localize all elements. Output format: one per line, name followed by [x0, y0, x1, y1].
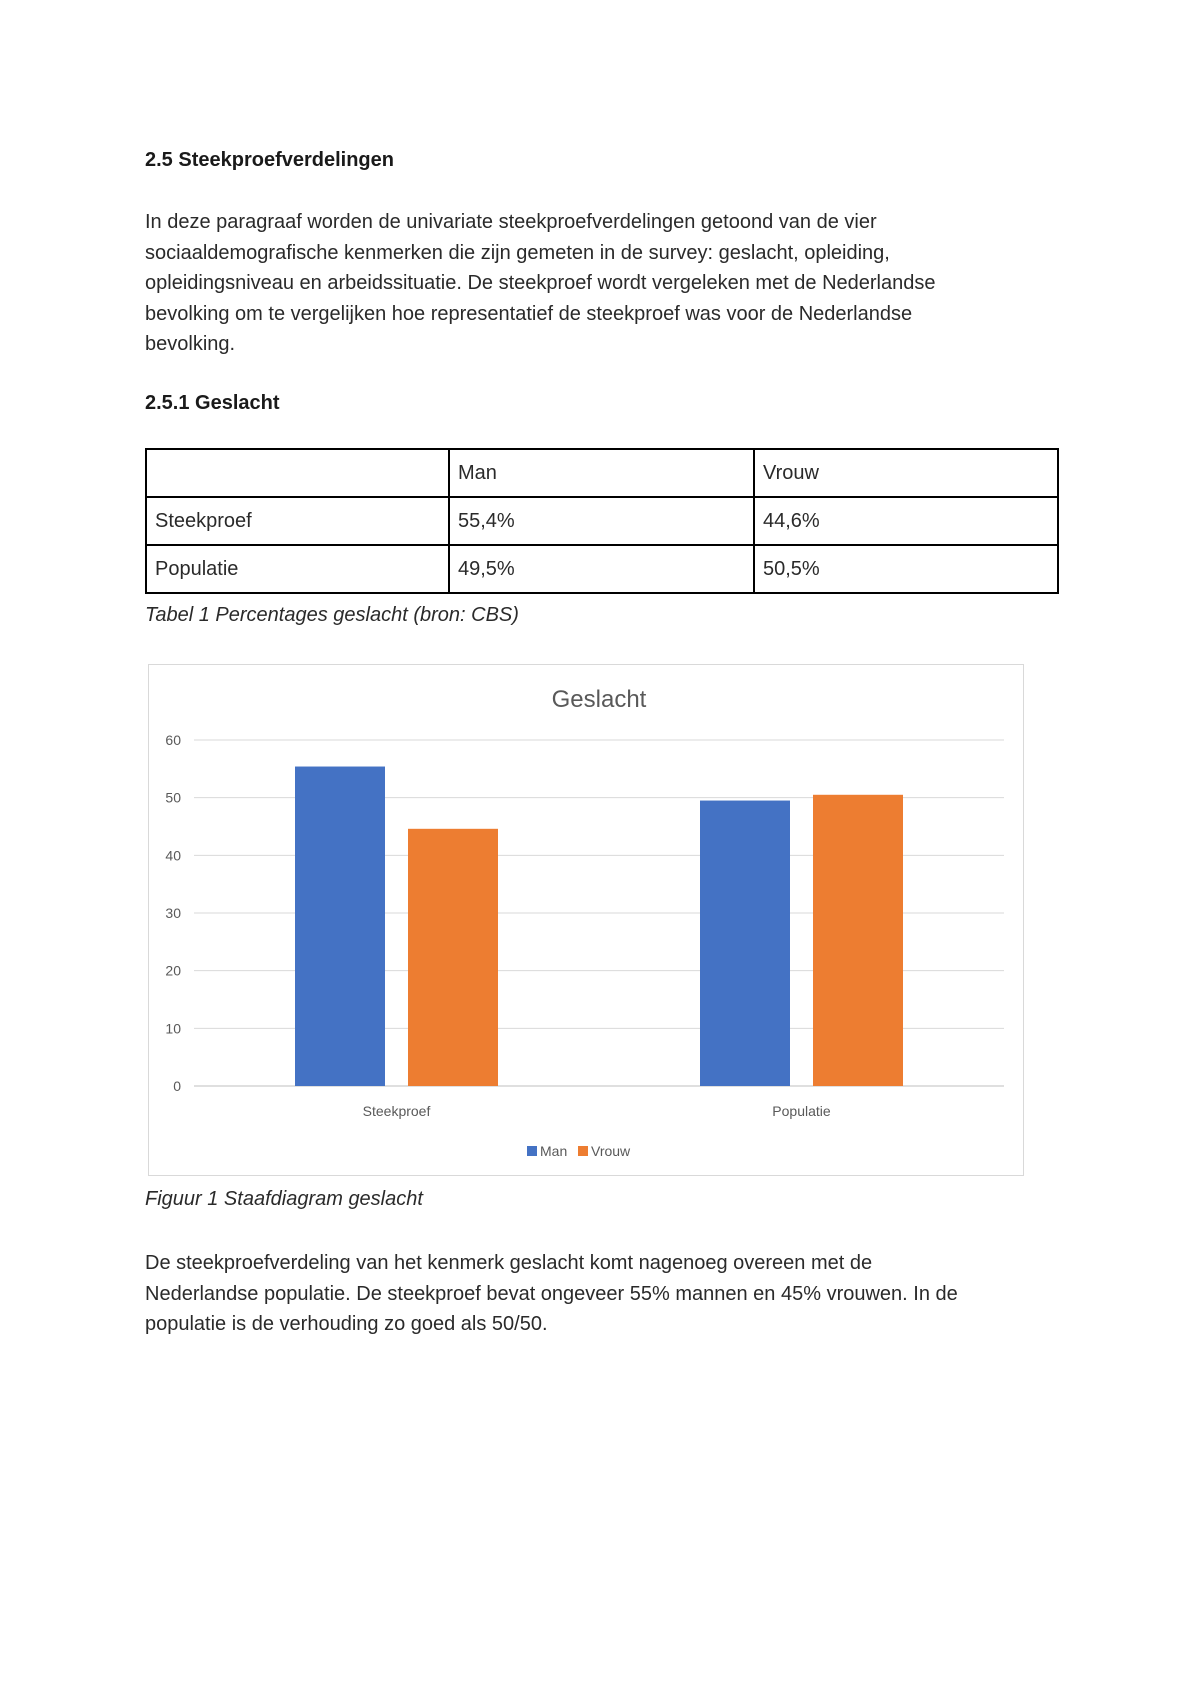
bar-chart [148, 664, 1024, 1176]
table-cell: 44,6% [754, 497, 1058, 545]
table-header-row [146, 449, 1058, 497]
intro-line: In deze paragraaf worden de univariate steekproefverdelingen getoond van de vier [145, 211, 877, 233]
figure-caption: Figuur 1 Staafdiagram geslacht [145, 1188, 423, 1210]
table-row [146, 545, 1058, 593]
gender-table [145, 448, 1059, 594]
bar-vrouw-populatie [813, 795, 903, 1086]
table-header-cell: Man [449, 449, 754, 497]
bar-man-populatie [700, 801, 790, 1086]
subsection-heading: 2.5.1 Geslacht [145, 392, 280, 414]
table-cell: 55,4% [449, 497, 754, 545]
table-caption: Tabel 1 Percentages geslacht (bron: CBS) [145, 604, 519, 626]
table-header-cell [146, 449, 449, 497]
chart-canvas [149, 665, 1025, 1177]
intro-paragraph [145, 207, 1075, 360]
legend-label: Man [540, 1143, 568, 1159]
bar-vrouw-steekproef [408, 829, 498, 1086]
table-cell: 49,5% [449, 545, 754, 593]
intro-line: bevolking om te vergelijken hoe representatief de steekproef was voor de Nederlandse [145, 302, 913, 325]
intro-line: opleidingsniveau en arbeidssituatie. De steekproef wordt vergeleken met de Nederlandse [145, 272, 936, 294]
bar-man-steekproef [295, 767, 385, 1086]
conclusion-paragraph [145, 1248, 1075, 1340]
table-header-cell: Vrouw [754, 449, 1058, 497]
table-cell: Steekproef [146, 497, 449, 545]
legend-label: Vrouw [591, 1143, 631, 1159]
y-tick-label: 60 [165, 732, 181, 748]
legend-swatch-vrouw [578, 1146, 588, 1156]
intro-line: bevolking. [145, 333, 236, 355]
x-tick-label: Steekproef [362, 1103, 431, 1119]
table-cell: Populatie [146, 545, 449, 593]
legend-swatch-man [527, 1146, 537, 1156]
y-tick-label: 40 [165, 847, 181, 864]
conclusion-line: Nederlandse populatie. De steekproef bevat ongeveer 55% mannen en 45% vrouwen. In de [145, 1282, 958, 1305]
chart-title: Geslacht [551, 686, 647, 713]
y-tick-label: 0 [173, 1078, 181, 1094]
conclusion-line: populatie is de verhouding zo goed als 50/50. [145, 1313, 548, 1335]
table-cell: 50,5% [754, 545, 1058, 593]
table-row [146, 497, 1058, 545]
y-tick-label: 20 [165, 962, 181, 979]
intro-line: sociaaldemografische kenmerken die zijn gemeten in de survey: geslacht, opleiding, [145, 241, 890, 264]
x-tick-label: Populatie [772, 1103, 831, 1119]
conclusion-line: De steekproefverdeling van het kenmerk geslacht komt nagenoeg overeen met de [145, 1252, 873, 1274]
section-heading: 2.5 Steekproefverdelingen [145, 149, 394, 171]
y-tick-label: 10 [165, 1020, 181, 1037]
y-tick-label: 50 [165, 789, 181, 806]
y-tick-label: 30 [165, 905, 181, 921]
